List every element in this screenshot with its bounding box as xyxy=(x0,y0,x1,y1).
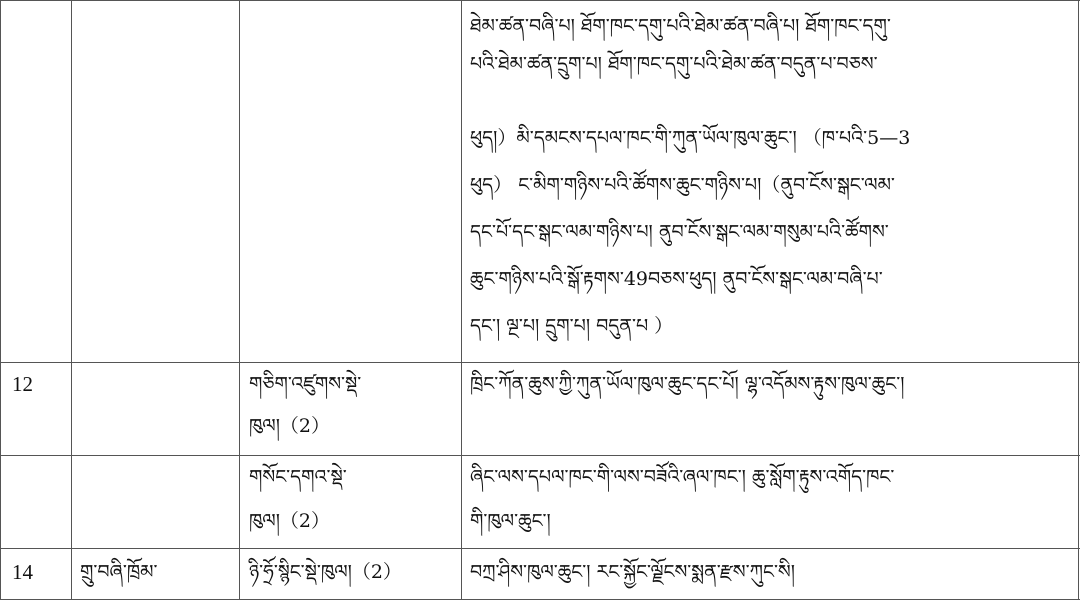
row3-col4-line2: གི་ཁུལ་ཆུང་། xyxy=(470,510,551,532)
row1-col4-line5: དང་པོ་དང་སྒང་ལམ་གཉིས་པ། ནུབ་ངོས་སྒང་ལམ་གསུམ་པའི་ཚོགས་ xyxy=(470,221,889,243)
row4-col2: གྲུ་བཞི་ཁྲོམ་ xyxy=(80,561,158,583)
row-divider xyxy=(0,0,1080,1)
row1-col4-line6: ཆུང་གཉིས་པའི་སྒོ་རྟགས་49བཅས་ཕུད། ནུབ་ངོས་སྒང་ལམ་བཞི་པ་ xyxy=(470,268,883,290)
row-number: 14 xyxy=(12,560,33,584)
row-divider xyxy=(0,362,1080,363)
col-divider xyxy=(0,0,1,600)
row1-col4-line1: ཐེམ་ཚན་བཞི་པ། ཐོག་ཁང་དགུ་པའི་ཐེམ་ཚན་བཞི་པ། ཐོག་ཁང་དགུ་ xyxy=(470,15,891,37)
row1-col4-line3: ཕུད།）མི་དམངས་དཔལ་ཁང་གི་ཀུན་ཡོལ་ཁུལ་ཆུང་། （ཁ་པའི་5—3 xyxy=(470,127,911,149)
row-divider xyxy=(0,599,1080,600)
row2-col3-line1: གཅིག་འཛུགས་སྡེ་ xyxy=(249,373,362,395)
row3-col3-line1: གསོང་དགའ་སྡེ་ xyxy=(249,466,347,488)
row-number: 12 xyxy=(12,372,33,396)
row2-col3-line2: ཁུལ།（2） xyxy=(249,415,331,437)
row4-col4-line1: བཀྲ་ཤིས་ཁུལ་ཆུང་། རང་སྐྱོང་ལྗོངས་སྨན་རྫས་ཀུང་སི། xyxy=(470,561,795,583)
col-divider xyxy=(1078,0,1079,600)
row3-col3-line2: ཁུལ།（2） xyxy=(249,510,331,532)
row1-col4-line4: ཕུད） ང་མིག་གཉིས་པའི་ཚོགས་ཆུང་གཉིས་པ།（ནུབ་ངོས་སྒང་ལམ་ xyxy=(470,174,895,196)
row3-col4-line1: ཞིང་ལས་དཔལ་ཁང་གི་ལས་བཟོའི་ཞལ་ཁང་། ཆུ་སློག་རྟུས་འགོད་ཁང་ xyxy=(470,466,895,488)
col-divider xyxy=(71,0,72,600)
row1-col4-line2: པའི་ཐེམ་ཚན་དྲུག་པ། ཐོག་ཁང་དགུ་པའི་ཐེམ་ཚན་བདུན་པ་བཅས་ xyxy=(470,53,878,75)
row2-col4-line1: ཁྲིང་ཀོན་ཆུས་ཀྱི་ཀུན་ཡོལ་ཁུལ་ཆུང་དང་པོ། ལྷ་འདོམས་རྟུས་ཁུལ་ཆུང་། xyxy=(470,373,905,395)
row-divider xyxy=(0,548,1080,549)
row-divider xyxy=(0,455,1080,456)
col-divider xyxy=(461,0,462,600)
row1-col4-line7: དང་། ལྔ་པ། དྲུག་པ། བདུན་པ ） xyxy=(470,315,674,337)
col-divider xyxy=(239,0,240,600)
row4-col3-line1: ཉི་ཧྲོ་སྙིང་སྡེ་ཁུལ།（2） xyxy=(249,561,402,583)
